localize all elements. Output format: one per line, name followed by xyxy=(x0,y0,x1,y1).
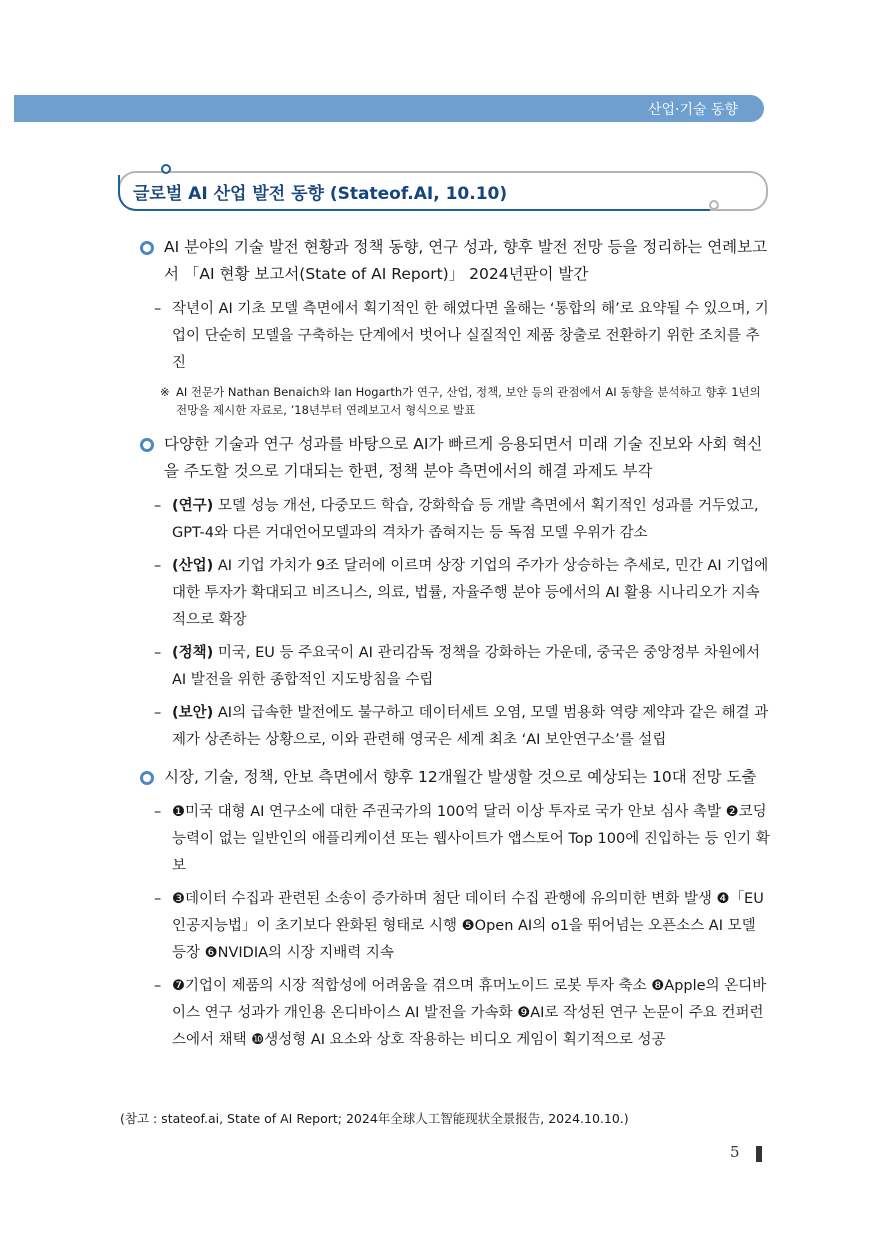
dash-icon: – xyxy=(154,705,162,721)
reference-mark-icon: ※ xyxy=(160,385,170,399)
sub-prefix: (산업) xyxy=(172,558,214,574)
header-bar xyxy=(14,95,764,122)
sub-text: ❶미국 대형 AI 연구소에 대한 주권국가의 100억 달러 이상 투자로 국가 안보 심사 촉발 ❷코딩 능력이 없는 일반인의 애플리케이션 또는 웹사이트가 앱스토어 Top 100에 진입하는 등 인기 확보 xyxy=(172,804,770,874)
bullet-item xyxy=(140,431,770,485)
sub-text: AI의 급속한 발전에도 불구하고 데이터세트 오염, 모델 범용화 역량 제약과 같은 해결 과제가 상존하는 상황으로, 이와 관련해 영국은 세계 최초 ‘AI 보안연구소’를 설립 xyxy=(172,705,769,748)
sub-text: 미국, EU 등 주요국이 AI 관리감독 정책을 강화하는 가운데, 중국은 중앙정부 차원에서 AI 발전을 위한 종합적인 지도방침을 수립 xyxy=(172,645,761,688)
sub-item xyxy=(140,799,770,880)
page-number: 5 xyxy=(730,1143,740,1161)
sub-item-research xyxy=(140,493,770,547)
sub-prefix: (정책) xyxy=(172,645,214,661)
dash-icon: – xyxy=(154,804,162,820)
section-title: 글로벌 AI 산업 발전 동향 (Stateof.AI, 10.10) xyxy=(133,184,508,204)
sub-text: 모델 성능 개선, 다중모드 학습, 강화학습 등 개발 측면에서 획기적인 성과를 거두었고, GPT-4와 다른 거대언어모델과의 격차가 좁혀지는 등 독점 모델 우위가 감소 xyxy=(172,498,759,541)
title-decoration-dot xyxy=(709,200,719,210)
dash-icon: – xyxy=(154,645,162,661)
sub-item xyxy=(140,886,770,967)
sub-text: 작년이 AI 기초 모델 측면에서 획기적인 한 해였다면 올해는 ‘통합의 해’로 요약될 수 있으며, 기업이 단순히 모델을 구축하는 단계에서 벗어나 실질적인 제품 창출로 전환하기 위한 조치를 추진 xyxy=(172,301,769,371)
footnote xyxy=(140,383,770,419)
dash-icon: – xyxy=(154,301,162,317)
dash-icon: – xyxy=(154,498,162,514)
sub-prefix: (보안) xyxy=(172,705,214,721)
page-marker xyxy=(756,1146,762,1162)
sub-prefix: (연구) xyxy=(172,498,214,514)
reference-note: (참고 : stateof.ai, State of AI Report; 2024年全球人工智能现状全景报告, 2024.10.10.) xyxy=(120,1111,629,1126)
sub-item-policy xyxy=(140,640,770,694)
bullet-text: AI 분야의 기술 발전 현황과 정책 동향, 연구 성과, 향후 발전 전망 등을 정리하는 연례보고서 「AI 현황 보고서(State of AI Report)」 2024년판이 발간 xyxy=(164,238,768,283)
sub-text: ❸데이터 수집과 관련된 소송이 증가하며 첨단 데이터 수집 관행에 유의미한 변화 발생 ❹「EU 인공지능법」이 초기보다 완화된 형태로 시행 ❺Open AI의 o1을 뛰어넘는 오픈소스 AI 모델 등장 ❻NVIDIA의 시장 지배력 지속 xyxy=(172,891,764,961)
bullet-item xyxy=(140,234,770,288)
sub-item xyxy=(140,973,770,1054)
bullet-text: 시장, 기술, 정책, 안보 측면에서 향후 12개월간 발생할 것으로 예상되는 10대 전망 도출 xyxy=(164,768,757,786)
title-decoration-dot xyxy=(161,164,171,174)
bullet-text: 다양한 기술과 연구 성과를 바탕으로 AI가 빠르게 응용되면서 미래 기술 진보와 사회 혁신을 주도할 것으로 기대되는 한편, 정책 분야 측면에서의 해결 과제도 부각 xyxy=(164,435,763,480)
circle-bullet-icon xyxy=(140,438,154,452)
circle-bullet-icon xyxy=(140,771,154,785)
header-section-label: 산업·기술 동향 xyxy=(647,102,738,118)
sub-item-industry xyxy=(140,553,770,634)
sub-text: ❼기업이 제품의 시장 적합성에 어려움을 겪으며 휴머노이드 로봇 투자 축소 ❽Apple의 온디바이스 연구 성과가 개인용 온디바이스 AI 발전을 가속화 ❾AI로 작성된 연구 논문이 주요 컨퍼런스에서 채택 ❿생성형 AI 요소와 상호 작용하는 비디오 게임이 획기적으로 성공 xyxy=(172,978,767,1048)
dash-icon: – xyxy=(154,558,162,574)
sub-text: AI 기업 가치가 9조 달러에 이르며 상장 기업의 주가가 상승하는 추세로, 민간 AI 기업에 대한 투자가 확대되고 비즈니스, 의료, 법률, 자율주행 분야 등에서의 AI 활용 시나리오가 지속적으로 확장 xyxy=(172,558,769,628)
sub-item-security xyxy=(140,700,770,754)
circle-bullet-icon xyxy=(140,241,154,255)
dash-icon: – xyxy=(154,978,162,994)
main-content xyxy=(140,234,770,1060)
dash-icon: – xyxy=(154,891,162,907)
sub-item xyxy=(140,296,770,377)
bullet-item xyxy=(140,764,770,791)
footnote-text: AI 전문가 Nathan Benaich와 Ian Hogarth가 연구, 산업, 정책, 보안 등의 관점에서 AI 동향을 분석하고 향후 1년의 전망을 제시한 자료로, ’18년부터 연례보고서 형식으로 발표 xyxy=(176,385,761,417)
